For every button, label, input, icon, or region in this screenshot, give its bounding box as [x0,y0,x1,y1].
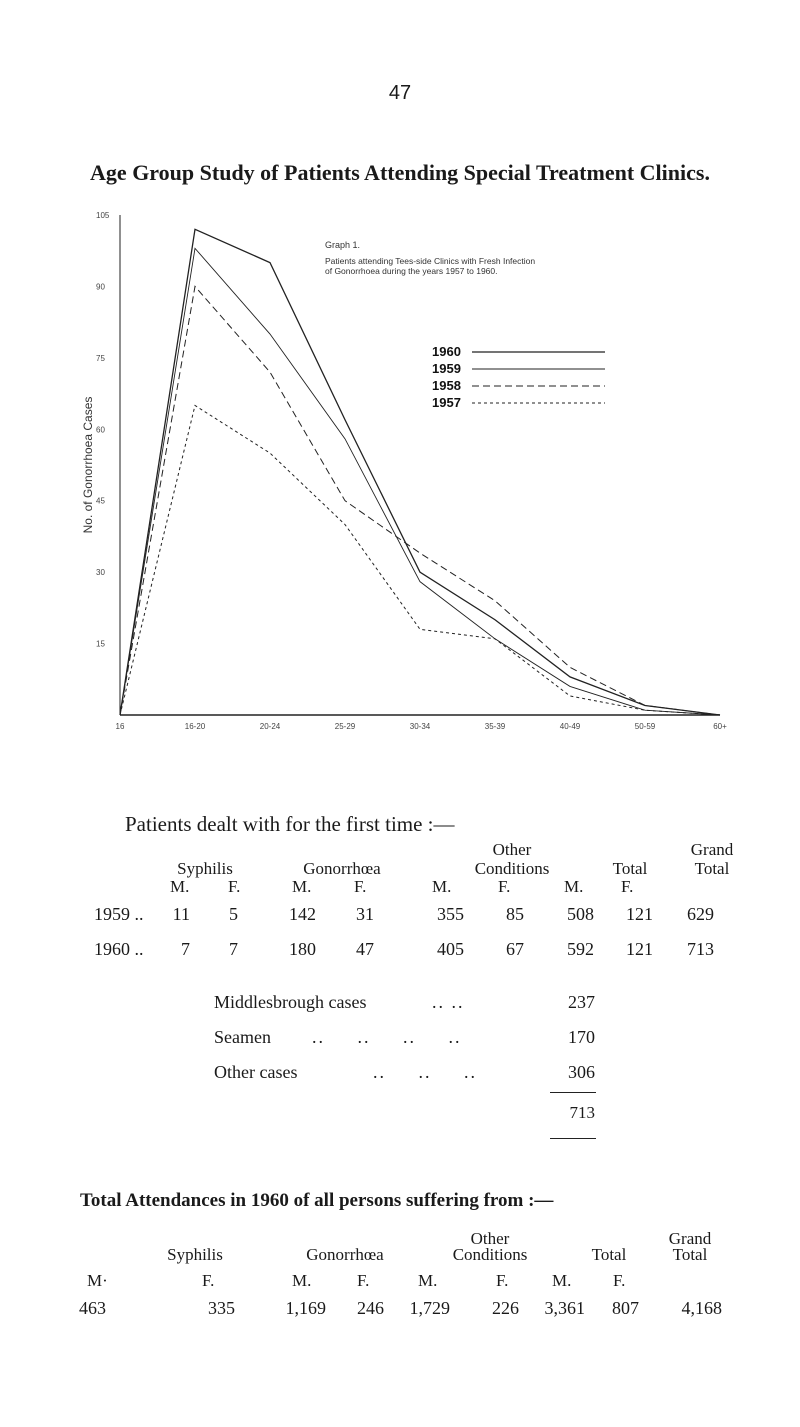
breakdown-label-other: Other cases [214,1062,298,1082]
att-tot-m: 3,361 [544,1298,585,1318]
legend-label-1960: 1960 [432,344,461,359]
row-1959-gon-m: 142 [289,904,316,924]
breakdown-total: 713 [569,1103,595,1122]
att-syph-f: 335 [208,1298,235,1318]
x-tick-label-1: 16-20 [184,722,206,731]
y-tick-label-4: 45 [96,496,105,506]
att-header-total: Total [591,1245,627,1264]
x-tick-label-3: 25-29 [334,722,356,731]
row-1960-syph-f: 7 [229,939,238,959]
series-line-1960 [120,229,720,715]
legend-label-1958: 1958 [432,378,461,393]
header-gon-m: M. [292,877,312,896]
x-tick-label-4: 30-34 [409,722,431,731]
header-other-line1: Other [492,840,532,859]
row-1959-oth-f: 85 [506,904,524,924]
series-line-1957 [120,405,720,715]
header-tot-m: M. [564,877,584,896]
y-tick-label-5: 30 [96,568,105,578]
att-header-other-line1: Other [470,1229,510,1248]
att-grand: 4,168 [681,1298,722,1318]
series-line-1959 [120,248,720,715]
legend-label-1957: 1957 [432,395,461,410]
row-1959-tot-f: 121 [626,904,653,924]
x-tick-label-6: 40-49 [559,722,581,731]
graph-label: Graph 1. [325,240,361,250]
header-grand-line1: Grand [690,840,734,859]
row-1959-year: 1959 .. [94,904,144,924]
att-header-gonorrhoea: Gonorrhœa [306,1245,384,1264]
att-header-gon-f: F. [357,1271,370,1290]
header-tot-f: F. [621,877,634,896]
att-oth-f: 226 [492,1298,519,1318]
header-total: Total [612,859,648,878]
att-header-oth-m: M. [418,1271,438,1290]
header-oth-m: M. [432,877,452,896]
row-1960-gon-f: 47 [356,939,374,959]
series-line-1958 [120,286,720,715]
breakdown-label-middlesbrough: Middlesbrough cases [214,992,367,1012]
att-gon-m: 1,169 [285,1298,326,1318]
breakdown-dots-middlesbrough: .. .. [432,992,465,1012]
att-header-tot-m: M. [552,1271,572,1290]
att-gon-f: 246 [357,1298,384,1318]
breakdown-value-seamen: 170 [568,1027,595,1047]
header-other-line2: Conditions [474,859,550,878]
x-tick-label-2: 20-24 [259,722,281,731]
y-tick-label-6: 15 [96,639,105,649]
header-syph-f: F. [228,877,241,896]
y-tick-label-1: 90 [96,282,105,292]
row-1959-gon-f: 31 [356,904,374,924]
legend-label-1959: 1959 [432,361,461,376]
breakdown-value-other: 306 [568,1062,595,1082]
x-tick-label-0: 16 [115,722,125,731]
page-title: Age Group Study of Patients Attending Special Treatment Clinics. [90,160,710,185]
header-gon-f: F. [354,877,367,896]
header-oth-f: F. [498,877,511,896]
x-tick-label-5: 35-39 [484,722,506,731]
header-grand-line2: Total [694,859,730,878]
row-1959-oth-m: 355 [437,904,464,924]
att-tot-f: 807 [612,1298,639,1318]
header-syphilis: Syphilis [177,859,233,878]
graph-description-line1: Patients attending Tees-side Clinics with Fresh Infection [325,256,536,266]
row-1960-year: 1960 .. [94,939,144,959]
row-1959-syph-m: 11 [172,904,190,924]
att-header-grand-line2: Total [672,1245,708,1264]
att-header-syphilis: Syphilis [167,1245,223,1264]
page-number: 47 [388,82,412,104]
att-header-tot-f: F. [613,1271,626,1290]
y-tick-label-0: 105 [96,211,110,220]
att-oth-m: 1,729 [409,1298,450,1318]
y-tick-label-3: 60 [96,425,105,435]
row-1960-syph-m: 7 [181,939,190,959]
breakdown-dots-other: .. .. .. [373,1062,477,1082]
att-header-syph-f: F. [202,1271,215,1290]
header-gonorrhoea: Gonorrhœa [303,859,381,878]
row-1959-syph-f: 5 [229,904,238,924]
breakdown-rule-top [550,1092,596,1093]
x-tick-label-7: 50-59 [634,722,656,731]
graph-description-line2: of Gonorrhoea during the years 1957 to 1960. [325,266,498,276]
att-header-other-line2: Conditions [452,1245,528,1264]
row-1960-gon-m: 180 [289,939,316,959]
first-time-heading: Patients dealt with for the first time :— [125,812,455,836]
row-1960-oth-f: 67 [506,939,524,959]
row-1960-oth-m: 405 [437,939,464,959]
row-1959-tot-m: 508 [567,904,594,924]
breakdown-value-middlesbrough: 237 [568,992,595,1012]
age-group-line-chart [60,200,730,740]
y-axis-label: No. of Gonorrhoea Cases [81,396,95,534]
att-header-grand-line1: Grand [668,1229,712,1248]
row-1959-grand: 629 [687,904,714,924]
y-tick-label-2: 75 [96,353,105,363]
attendances-heading: Total Attendances in 1960 of all persons suffering from :— [80,1190,554,1211]
att-syph-m: 463 [79,1298,106,1318]
att-header-gon-m: M. [292,1271,312,1290]
header-syph-m: M. [170,877,190,896]
x-tick-label-8: 60+ [713,722,727,731]
row-1960-tot-f: 121 [626,939,653,959]
att-header-syph-m: M· [87,1271,108,1290]
breakdown-label-seamen: Seamen [214,1027,271,1047]
row-1960-grand: 713 [687,939,714,959]
att-header-oth-f: F. [496,1271,509,1290]
breakdown-dots-seamen: .. .. .. .. [312,1027,462,1047]
breakdown-rule-bottom [550,1138,596,1139]
row-1960-tot-m: 592 [567,939,594,959]
